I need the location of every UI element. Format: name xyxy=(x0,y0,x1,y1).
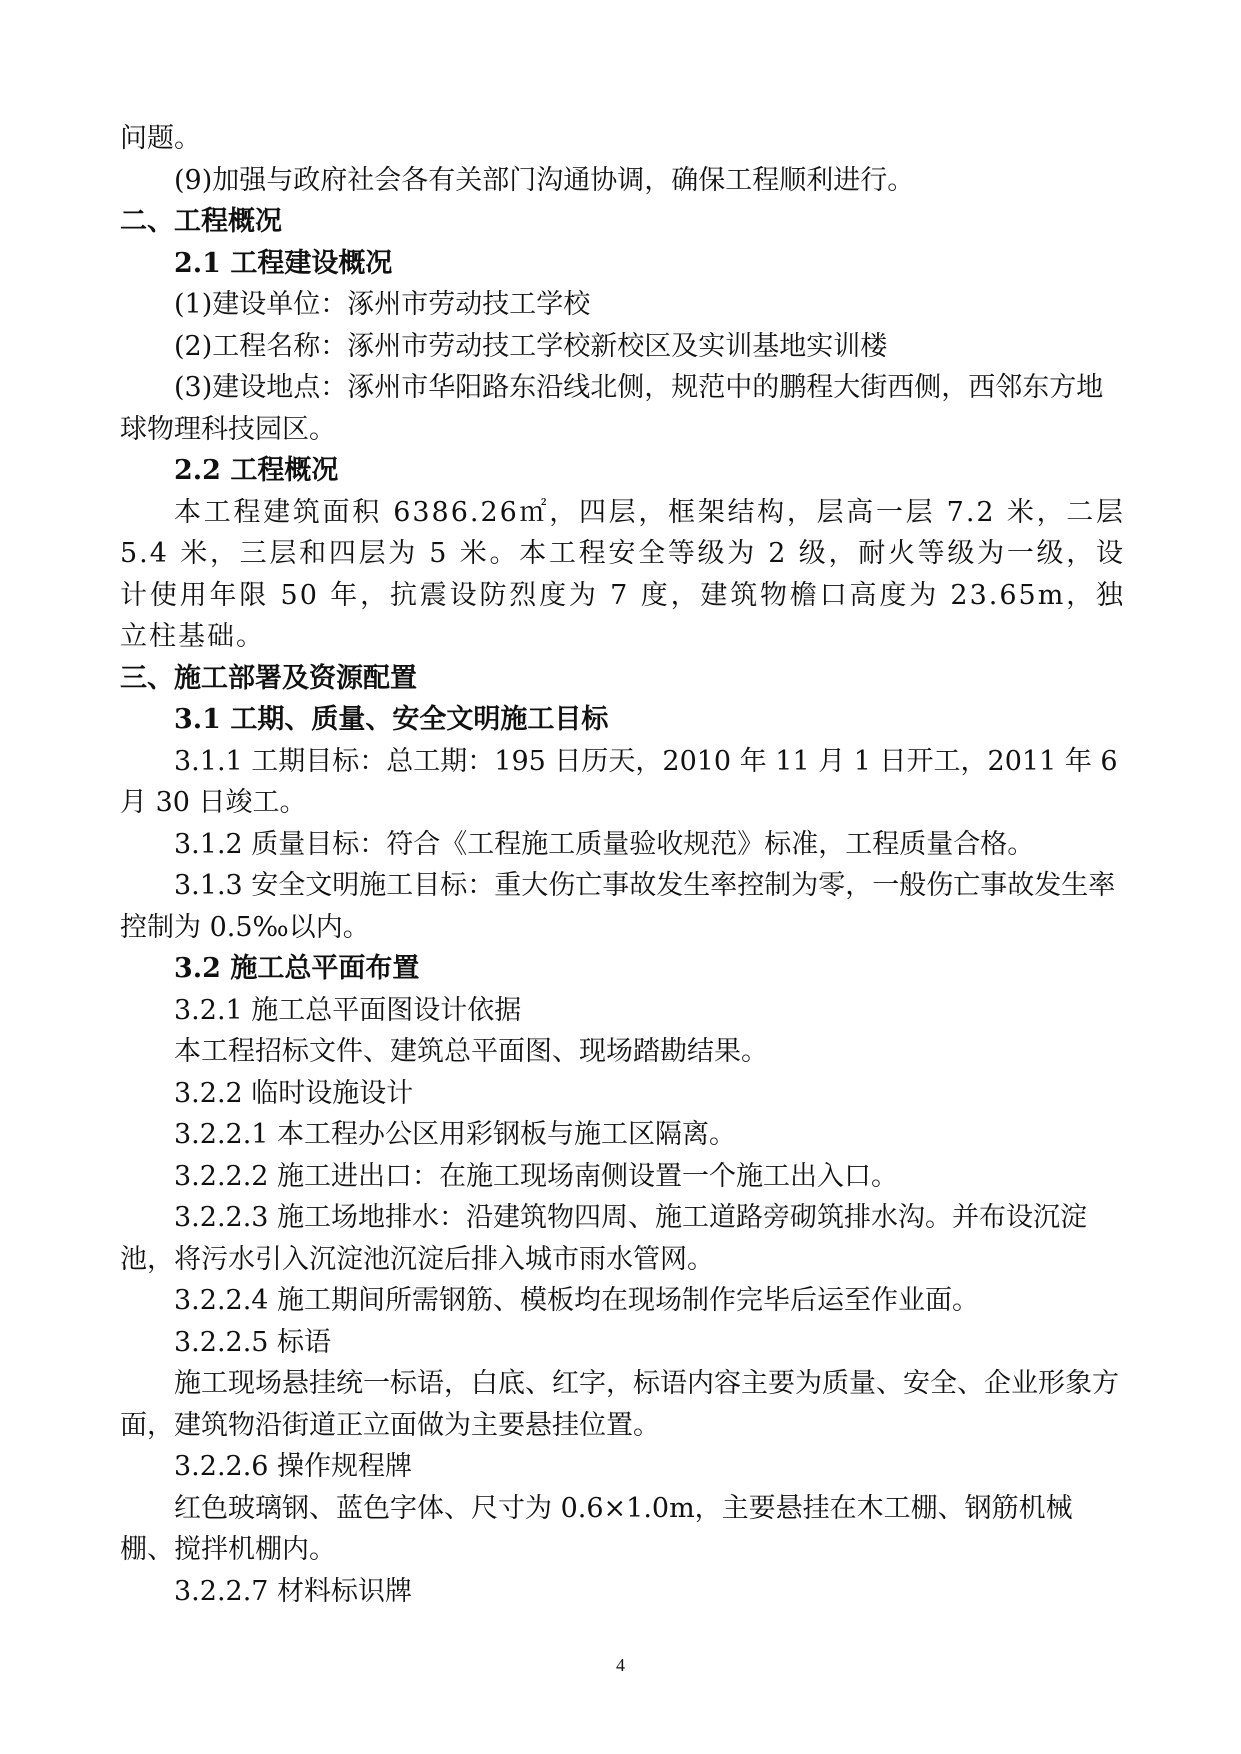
paragraph-3-2-2-4: 3.2.2.4 施工期间所需钢筋、模板均在现场制作完毕后运至作业面。 xyxy=(174,1285,980,1316)
paragraph-continuation: 问题。 xyxy=(120,123,201,154)
paragraph-3-2-2-2: 3.2.2.2 施工进出口：在施工现场南侧设置一个施工出入口。 xyxy=(174,1160,899,1192)
section-heading-2: 二、工程概况 xyxy=(120,206,282,237)
paragraph-slogan: 施工现场悬挂统一标语，白底、红字，标语内容主要为质量、安全、企业形象方面，建筑物沿街道正立面做为主要悬挂位置。 xyxy=(120,1368,1119,1441)
paragraph-project-name: (2)工程名称：涿州市劳动技工学校新校区及实训基地实训楼 xyxy=(174,330,888,362)
paragraph-3-2-2: 3.2.2 临时设施设计 xyxy=(174,1077,414,1109)
paragraph-item-9: (9)加强与政府社会各有关部门沟通协调，确保工程顺利进行。 xyxy=(174,164,915,196)
paragraph-3-2-1: 3.2.1 施工总平面图设计依据 xyxy=(174,994,522,1026)
paragraph-overview: 本工程建筑面积 6386.26㎡，四层，框架结构，层高一层 7.2 米，二层 5.4 米，三层和四层为 5 米。本工程安全等级为 2 级，耐火等级为一级，设计使用年限 50 年，抗震设防烈度为 7 度，建筑物檐口高度为 23.65m，独立柱基础。 xyxy=(120,496,1125,652)
paragraph-quality-goal: 3.1.2 质量目标：符合《工程施工质量验收规范》标准，工程质量合格。 xyxy=(174,828,1035,860)
paragraph-3-2-2-1: 3.2.2.1 本工程办公区用彩钢板与施工区隔离。 xyxy=(174,1119,737,1150)
page-number: 4 xyxy=(616,1655,625,1675)
paragraph-signboard: 红色玻璃钢、蓝色字体、尺寸为 0.6×1.0m，主要悬挂在木工棚、钢筋机械棚、搅拌机棚内。 xyxy=(120,1492,1073,1565)
section-heading-3: 三、施工部署及资源配置 xyxy=(120,662,417,694)
subsection-heading-2-2: 2.2 工程概况 xyxy=(174,455,339,486)
paragraph-location: (3)建设地点：涿州市华阳路东沿线北侧，规范中的鹏程大街西侧，西邻东方地球物理科技园区。 xyxy=(120,372,1104,445)
paragraph-owner: (1)建设单位：涿州市劳动技工学校 xyxy=(174,289,591,320)
paragraph-safety-goal: 3.1.3 安全文明施工目标：重大伤亡事故发生率控制为零，一般伤亡事故发生率控制为 0.5‰以内。 xyxy=(120,870,1116,943)
subsection-heading-3-2: 3.2 施工总平面布置 xyxy=(174,953,420,984)
subsection-heading-3-1: 3.1 工期、质量、安全文明施工目标 xyxy=(174,704,609,735)
page-body xyxy=(120,118,1125,1612)
paragraph-3-2-2-5: 3.2.2.5 标语 xyxy=(174,1326,332,1358)
subsection-heading-2-1: 2.1 工程建设概况 xyxy=(174,247,393,279)
paragraph-design-basis: 本工程招标文件、建筑总平面图、现场踏勘结果。 xyxy=(174,1036,768,1067)
paragraph-schedule-goal: 3.1.1 工期目标：总工期：195 日历天，2010 年 11 月 1 日开工，2011 年 6 月 30 日竣工。 xyxy=(120,745,1118,818)
paragraph-3-2-2-6: 3.2.2.6 操作规程牌 xyxy=(174,1451,413,1482)
paragraph-3-2-2-3: 3.2.2.3 施工场地排水：沿建筑物四周、施工道路旁砌筑排水沟。并布设沉淀池，将污水引入沉淀池沉淀后排入城市雨水管网。 xyxy=(120,1202,1088,1275)
paragraph-3-2-2-7: 3.2.2.7 材料标识牌 xyxy=(174,1575,413,1607)
